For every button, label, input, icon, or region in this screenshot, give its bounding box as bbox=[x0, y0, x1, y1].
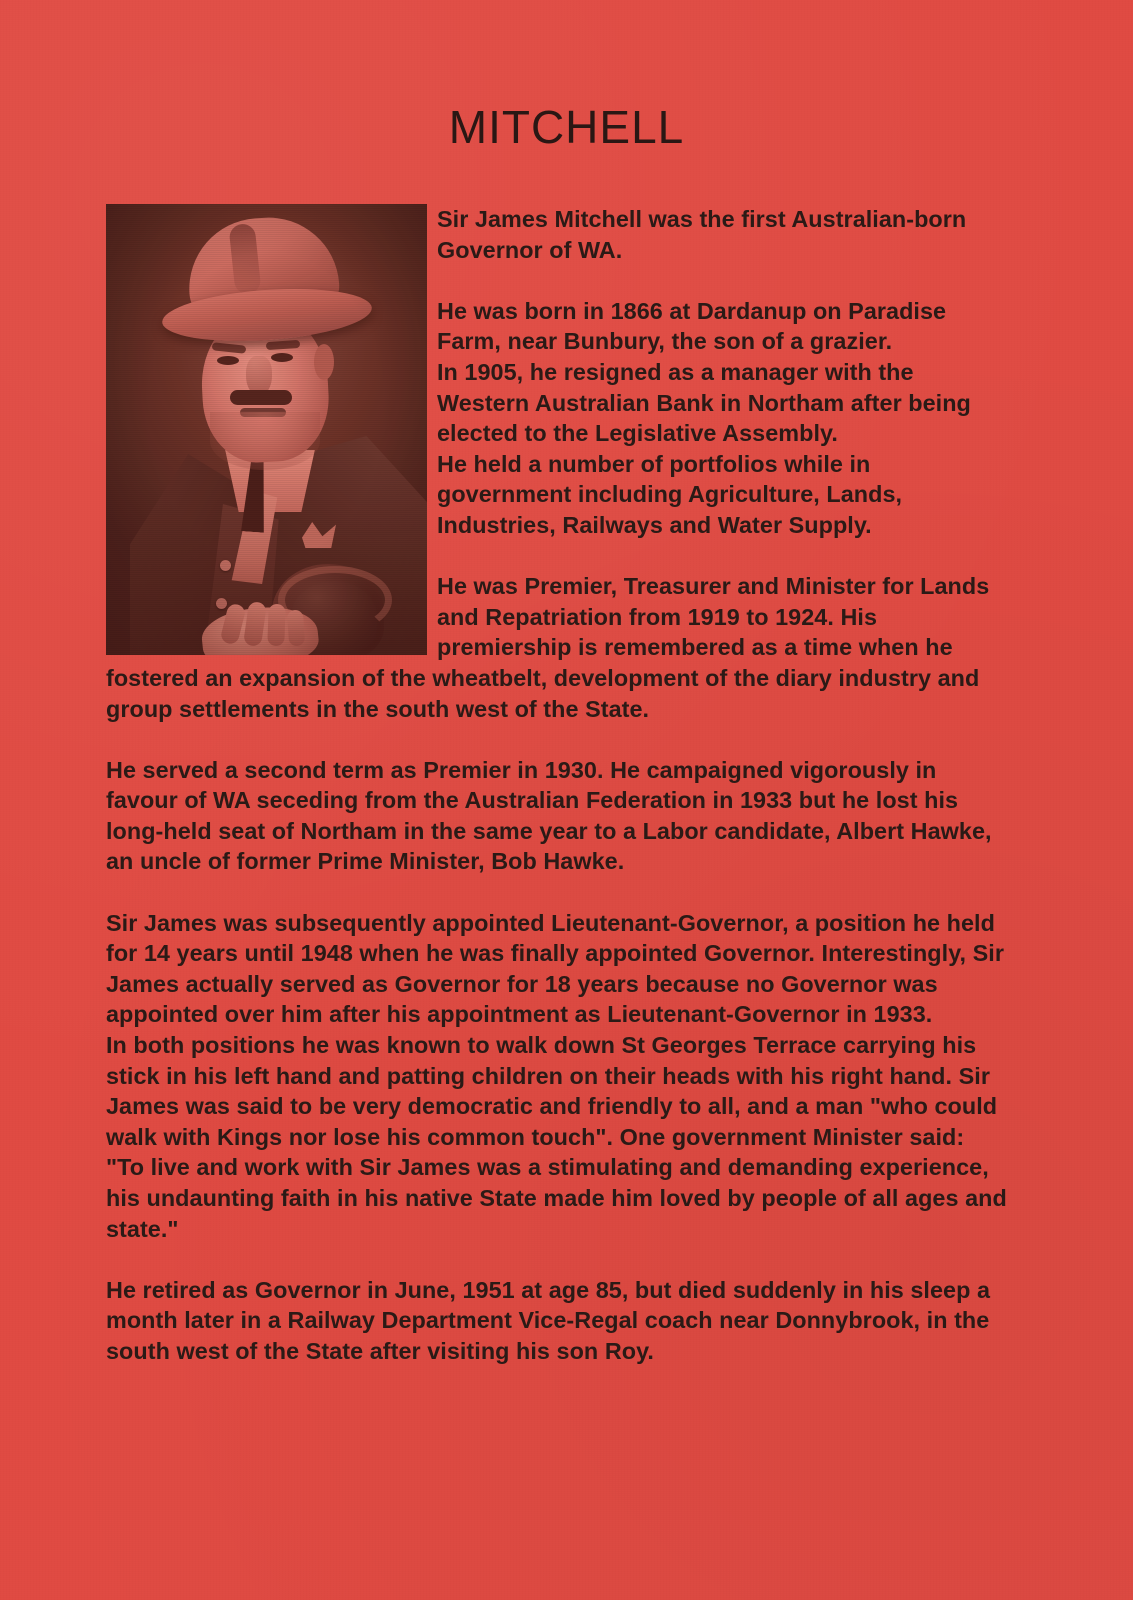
paragraph-2: He was born in 1866 at Dardanup on Paradise Farm, near Bunbury, the son of a grazier. bbox=[437, 297, 947, 355]
portrait-photo bbox=[106, 204, 427, 655]
paragraph-7: Sir James was subsequently appointed Lieutenant-Governor, a position he held for 14 years until 1948 when he was finally appointed Governor. Interestingly, Sir James actually served as Governor for 18 years because no Governor was appointed over him after his appointment as Lieutenant-Governor in 1933. bbox=[106, 909, 1004, 1028]
paragraph-9: He retired as Governor in June, 1951 at age 85, but died suddenly in his sleep a month later in a Railway Department Vice-Regal coach near Donnybrook, in the south west of the State after visiting his son Roy. bbox=[106, 1276, 991, 1364]
article-body bbox=[106, 204, 1007, 1367]
paragraph-4: He held a number of portfolios while in government including Agriculture, Lands, Industries, Railways and Water Supply. bbox=[437, 450, 903, 538]
paragraph-3: In 1905, he resigned as a manager with the Western Australian Bank in Northam after being elected to the Legislative Assembly. bbox=[437, 358, 971, 447]
photo-halftone-grain bbox=[106, 204, 427, 655]
paragraph-6: He served a second term as Premier in 1930. He campaigned vigorously in favour of WA seceding from the Australian Federation in 1933 but he lost his long-held seat of Northam in the same year to a Labor candidate, Albert Hawke, an uncle of former Prime Minister, Bob Hawke. bbox=[106, 756, 992, 875]
page-title: MITCHELL bbox=[448, 101, 685, 153]
paragraph-5: He was Premier, Treasurer and Minister for Lands and Repatriation from 1919 to 1924. His premiership is remembered as a time when he fostered an expansion of the wheatbelt, development of the diary industry and group settlements in the south west of the State. bbox=[106, 573, 990, 722]
paragraph-1: Sir James Mitchell was the first Australian-born Governor of WA. bbox=[437, 206, 967, 263]
paragraph-8: In both positions he was known to walk down St Georges Terrace carrying his stick in his left hand and patting children on their heads with his right hand. Sir James was said to be very democratic and friendly to all, and a man "who could walk with Kings nor lose his common touch". One government Minister said: "To live and work with Sir James was a stimulating and demanding experience, his undaunting faith in his native State made him loved by people of all ages and state." bbox=[106, 1032, 1007, 1242]
